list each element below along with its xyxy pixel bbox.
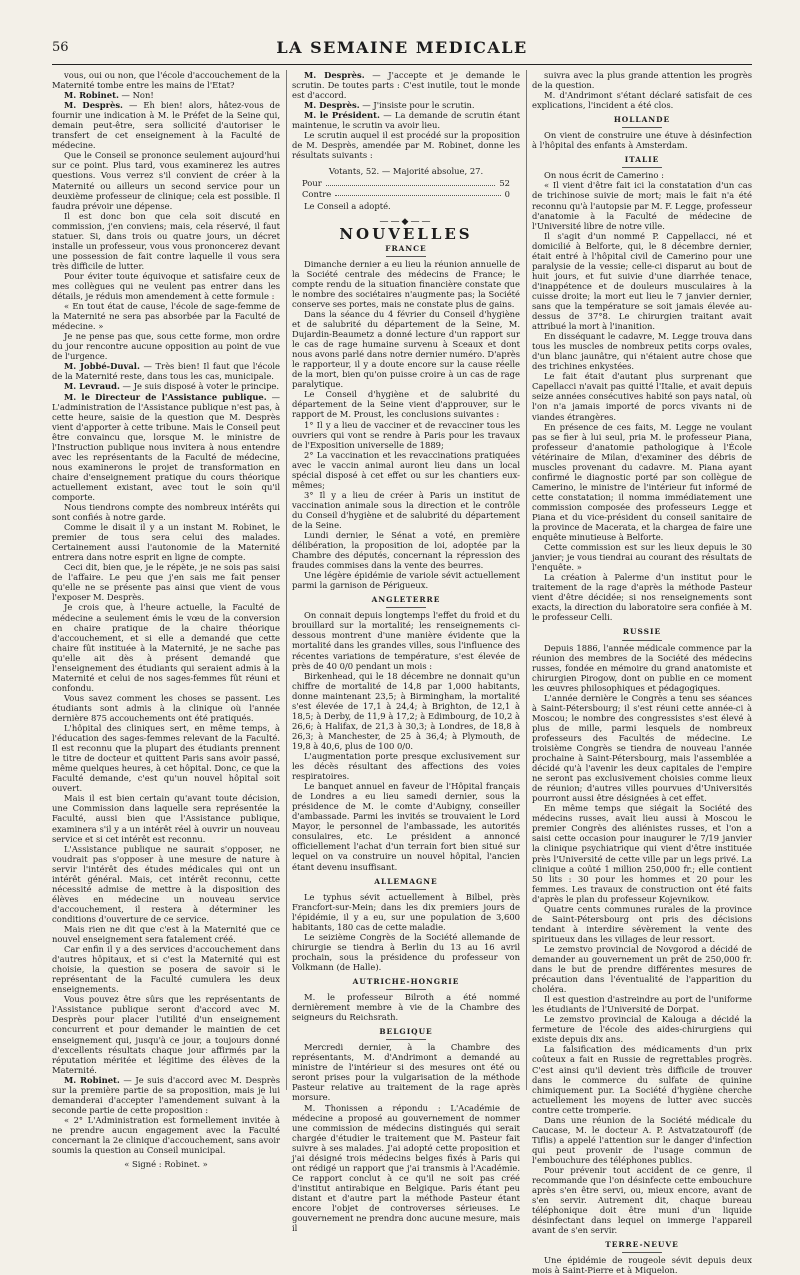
paragraph: M. le Président. — La demande de scrutin étant maintenue, le scrutin va avoir lieu. — [292, 110, 520, 131]
news-list — [292, 244, 520, 1233]
paragraph: Le seizième Congrès de la Société allemande de chirurgie se tiendra à Berlin du 13 au 16 avril prochain, sous la présidence du professeur von Volkmann (de Halle). — [292, 931, 520, 972]
paragraph: Il est donc bon que cela soit discuté en commission, j'en conviens; mais, cela réservé, il faut statuer. Si, dans trois ou quatre jours, un décret installe un professeur, vous vous prononcerez devant une possession de fait contre laquelle il vous sera très difficile de lutter. — [52, 210, 280, 271]
paragraph: Le banquet annuel en faveur de l'Hôpital français de Londres a eu lieu samedi dernier, sous la présidence de M. le comte d'Aubigny, conseiller d'ambassade. Parmi les invités se trouvaient le Lord Mayor, le personnel de l'ambassade, les autorités consulaires, etc. Le président a annoncé officiellement l'achat d'un terrain fort bien situé sur lequel on va construire un nouvel hôpital, l'ancien étant devenu insuffisant. — [292, 781, 520, 872]
paragraph: L'hôpital des cliniques sert, en même temps, à l'éducation des sages-femmes relevant de la Faculté. Il est reconnu que la plupart des étudiants prennent le titre de docteur et quittent Paris sans avoir passé, même quelques heures, à cet hôpital. Donc, ce que la Faculté demande, c'est qu'un nouvel hôpital soit ouvert. — [52, 723, 280, 794]
paragraph: Mais il est bien certain qu'avant toute décision, une Commission dans laquelle sera représentée la Faculté, aussi bien que l'Assistance publique, examinera s'il y a un intérêt réel à ouvrir un nouveau service et si cet intérêt est reconnu. — [52, 793, 280, 844]
paragraph: 3° Il y a lieu de créer à Paris un institut de vaccination animale sous la direction et le contrôle du Conseil d'hygiène et de salubrité du département de la Seine. — [292, 489, 520, 530]
paragraph: Le zemstvo provincial de Novgorod a décidé de demander au gouvernement un prêt de 250,000 fr. dans le but de prendre différentes mesures de précaution dans l'éventualité de l'apparition du choléra. — [532, 943, 752, 995]
paragraph: Vous pouvez être sûrs que les représentants de l'Assistance publique seront d'accord avec M. Desprès pour placer l'utilité d'un enseignement concurrent et pour demander le maintien de cet enseignement qui, jusqu'à ce jour, a toujours donné d'excellents résultats chaque jour affirmés par la réputation méritée et légitime des élèves de la Maternité. — [52, 994, 280, 1075]
paragraph: M. Jobbé-Duval. — Très bien! Il faut que l'école de la Maternité reste, dans tous les cas, municipale. — [52, 361, 280, 382]
paragraph: En disséquant le cadavre, M. Legge trouva dans tous les muscles de nombreux petits corps ovales, d'un blanc jaunâtre, qui n'étaient autre chose que des trichines enkystées. — [532, 331, 752, 372]
paragraph: « Il vient d'être fait ici la constatation d'un cas de trichinose suivie de mort; mais le fait n'a été reconnu qu'à l'autopsie par M. F. Legge, professeur d'anatomie à la Faculté de médecine de l'Université libre de notre ville. — [532, 180, 752, 231]
paragraph: Le zemstvo provincial de Kalouga a décidé la fermeture de l'école des aides-chirurgiens qui existe depuis dix ans. — [532, 1014, 752, 1045]
paragraph: 1° Il y a lieu de vacciner et de revacciner tous les ouvriers qui vont se rendre à Paris pour les travaux de l'Exposition universelle de 1889; — [292, 419, 520, 450]
vote-adopted: Le Conseil a adopté. — [304, 200, 391, 211]
paragraph: Mercredi dernier, à la Chambre des représentants, M. d'Andrimont a demandé au ministre de l'intérieur si des mesures ont été ou seront prises pour la vulgarisation de la méthode Pasteur relative au traitement de la rage après morsure. — [292, 1042, 520, 1103]
column-3 — [532, 70, 752, 1275]
paragraph: 2° La vaccination et les revaccinations pratiquées avec le vaccin animal auront lieu dans un local spécial disposé à cet effet ou sur les chantiers eux-mêmes; — [292, 449, 520, 490]
country-heading: BELGIQUE — [292, 1027, 520, 1040]
speaker-name: M. Robinet. — [64, 1074, 120, 1085]
paragraph: Depuis 1886, l'année médicale commence par la réunion des membres de la Société des médecins russes, fondée en mémoire du grand anatomiste et chirurgien Pirogow, dont on publie en ce moment les œuvres philosophiques et pédagogiques. — [532, 642, 752, 693]
paragraph: Mais rien ne dit que c'est à la Maternité que ce nouvel enseignement sera fatalement créé. — [52, 923, 280, 945]
paragraph: M. Desprès. — J'insiste pour le scrutin. — [304, 100, 475, 111]
paragraph: Pour éviter toute équivoque et satisfaire ceux de mes collègues qui ne veulent pas entrer dans les détails, je réduis mon amendement à cette formule : — [52, 270, 280, 302]
paragraph: « 2° L'Administration est formellement invitée à ne prendre aucun engagement avec la Faculté concernant la 2e clinique d'accouchement, sans avoir soumis la question au Conseil municipal. — [52, 1114, 280, 1156]
country-heading: AUTRICHE-HONGRIE — [292, 977, 520, 990]
country-heading: ALLEMAGNE — [292, 877, 520, 890]
paragraph: L'année dernière le Congrès a tenu ses séances à Saint-Pétersbourg; il s'est réuni cette année-ci à Moscou; le nombre des congressistes s'est élevé à plus de mille, parmi lesquels de nombreux professeurs des Facultés de médecine. Le troisième Congrès se tiendra de nouveau l'année prochaine à Saint-Pétersbourg, mais l'assemblée a décidé qu'à l'avenir les deux capitales de l'empire ne seront pas exclusivement choisies comme lieux de réunion; d'autres villes pourvues d'Universités pourront aussi être désignées à cet effet. — [532, 692, 752, 804]
speaker-name: M. le Président. — [304, 110, 380, 121]
page-header — [52, 38, 752, 62]
paragraph: Pour prévenir tout accident de ce genre, il recommande que l'on désinfecte cette embouchure après s'en être servi, ou, mieux encore, avant de s'en servir. Autrement dit, chaque bureau téléphonique doit être muni d'un liquide désinfectant dans lequel on immerge l'appareil avant de s'en servir. — [532, 1164, 752, 1236]
paragraph: La création à Palerme d'un institut pour le traitement de la rage d'après la méthode Pasteur vient d'être décidée; si nos renseignements sont exacts, la direction du laboratoire sera confiée à M. le professeur Celli. — [532, 572, 752, 623]
paragraph: En présence de ces faits, M. Legge ne voulant pas se fier à lui seul, pria M. le professeur Piana, professeur d'anatomie pathologique à l'École vétérinaire de Milan, d'examiner des débris de muscles provenant du cadavre. M. Piana ayant confirmé le diagnostic porté par son collègue de Camerino, le ministre de l'intérieur fut informé de cette constatation; il nomma immédiatement une commission composée des professeurs Legge et Piana et du vice-président du conseil sanitaire de la province de Macerata, et la chargea de faire une enquête minutieuse à Belforte. — [532, 421, 752, 543]
country-heading: ITALIE — [532, 155, 752, 168]
paragraph: Comme le disait il y a un instant M. Robinet, le premier de tous sera celui des malades. Certainement aussi l'autonomie de la Maternité entrera dans notre esprit en ligne de compte. — [52, 522, 280, 563]
journal-title: LA SEMAINE MEDICALE — [276, 38, 528, 57]
vote-summary: Votants, 52. — Majorité absolue, 27. — [328, 166, 484, 177]
paragraph: Une légère épidémie de variole sévit actuellement parmi la garnison de Périgueux. — [292, 570, 520, 591]
column-divider — [286, 70, 287, 1090]
column-2 — [292, 70, 520, 1234]
ornament-divider: ——◆—— — [379, 216, 433, 227]
paragraph: M. Robinet. — Non! — [64, 90, 154, 101]
page-number: 56 — [52, 40, 69, 55]
paragraph: Lundi dernier, le Sénat a voté, en première délibération, la proposition de loi, adoptée par la Chambre des députés, concernant la répression des fraudes commises dans la vente des beurres. — [292, 530, 520, 571]
paragraph: Cette commission est sur les lieux depuis le 30 janvier; je vous tiendrai au courant des résultats de l'enquête. » — [532, 542, 752, 573]
paragraph: Dans une réunion de la Société médicale du Caucase, M. le docteur A. P. Astvatzatouroff (de Tiflis) a appelé l'attention sur le danger d'infection qui peut provenir de l'usage commun de l'embouchure des téléphones publics. — [532, 1114, 752, 1165]
paragraph: La falsification des médicaments d'un prix coûteux a fait en Russie de regrettables progrès. C'est ainsi qu'il devient très difficile de trouver dans le commerce du sulfate de quinine chimiquement pur. La Société d'hygiène cherche actuellement les moyens de lutter avec succès contre cette tromperie. — [532, 1044, 752, 1115]
country-heading: RUSSIE — [532, 627, 752, 640]
paragraph: Le scrutin auquel il est procédé sur la proposition de M. Desprès, amendée par M. Robinet, donne les résultats suivants : — [292, 130, 520, 161]
country-heading: HOLLANDE — [532, 115, 752, 128]
paragraph: L'Assistance publique ne saurait s'opposer, ne voudrait pas s'opposer à une mesure de nature à servir l'intérêt des études médicales qui ont un intérêt général. Mais, cet intérêt reconnu, cette nécessité admise de mettre à la disposition des élèves en médecine un nouveau service d'accouchement, il restera à déterminer les conditions d'ouverture de ce service. — [52, 843, 280, 924]
vote-pour-label: Pour — [302, 178, 322, 189]
paragraph: Vous savez comment les choses se passent. Les étudiants sont admis à la clinique où l'année dernière 875 accouchements ont été pratiqués. — [52, 692, 280, 723]
paragraph: suivra avec la plus grande attention les progrès de la question. — [532, 70, 752, 91]
paragraph: Dimanche dernier a eu lieu la réunion annuelle de la Société centrale des médecins de France; le compte rendu de la situation financière constate que le nombre des sociétaires n'augmente pas; la Société conserve ses portes, mais ne constate plus de gains. — [292, 258, 520, 309]
speaker-name: M. Desprès. — [304, 70, 365, 80]
vote-contre-row — [292, 189, 520, 199]
speaker-name: M. Desprès. — [64, 100, 123, 111]
paragraph: On vient de construire une étuve à désinfection à l'hôpital des enfants à Amsterdam. — [532, 130, 752, 151]
paragraph: Quatre cents communes rurales de la province de Saint-Pétersbourg ont pris des décisions tendant à interdire sévèrement la vente des spiritueux dans les villages de leur ressort. — [532, 903, 752, 944]
vote-pour-row — [292, 178, 520, 188]
country-heading: ANGLETERRE — [292, 595, 520, 608]
paragraph: Birkenhead, qui le 18 décembre ne donnait qu'un chiffre de mortalité de 14,8 par 1,000 habitants, donne maintenant 23,5; à Birmingham, la mortalité s'est élevée de 17,1 à 24,4; à Brighton, de 12,1 à 18,5; à Derby, de 11,9 à 17,2; à Edimbourg, de 10,2 à 26,6; à Halifax, de 21,3 à 30,3; à Londres, de 18,8 à 26,3; à Manchester, de 25 à 36,4; à Plymouth, de 19,8 à 40,6, plus de 100 0/0. — [292, 670, 520, 751]
paragraph: Dans la séance du 4 février du Conseil d'hygiène et de salubrité du département de la Seine, M. Dujardin-Beaumetz a donné lecture d'un rapport sur le cas de rage humaine survenu à Sceaux et dont nous avons parlé dans notre dernier numéro. D'après le rapporteur, il y a doute encore sur la cause réelle de la mort, bien qu'on puisse croire à un cas de rage paralytique. — [292, 308, 520, 390]
paragraph: Le fait était d'autant plus surprenant que Capellacci n'avait pas quitté l'Italie, et avait depuis seize années consécutives habité son pays natal, où l'on n'a jamais importé de porcs vivants ni de viandes étrangères. — [532, 371, 752, 422]
vote-contre-label: Contre — [302, 188, 332, 199]
paragraph: M. le professeur Bilroth a été nommé dernièrement membre à vie de la Chambre des seigneurs du Reichsrath. — [292, 992, 520, 1023]
paragraph: On nous écrit de Camerino : — [544, 170, 664, 181]
column-1 — [52, 70, 280, 1170]
paragraph: Car enfin il y a des services d'accouchement dans d'autres hôpitaux, et si c'est la Maternité qui est choisie, la question se posera de savoir si le représentant de la Faculté cumulera les deux enseignements. — [52, 944, 280, 995]
paragraph: M. Desprès. — J'accepte et je demande le scrutin. De toutes parts : C'est inutile, tout le monde est d'accord. — [292, 70, 520, 101]
speaker-name: M. Desprès. — [304, 100, 360, 111]
paragraph: Que le Conseil se prononce seulement aujourd'hui sur ce point. Plus tard, vous examinerez les autres questions. Vous verrez s'il convient de créer à la Maternité ou ailleurs un second service pour un deuxième professeur de clinique; cela est possible. Il faudra prévoir une dépense. — [52, 150, 280, 211]
paragraph: Ceci dit, bien que, je le répète, je ne sois pas saisi de l'affaire. Le peu que j'en sais me fait penser qu'elle ne se présente pas ainsi que vient de vous l'exposer M. Desprès. — [52, 562, 280, 603]
vote-pour-value: 52 — [499, 178, 510, 189]
paragraph: vous, oui ou non, que l'école d'accouchement de la Maternité tombe entre les mains de l'Etat? — [52, 70, 280, 91]
speaker-name: M. le Directeur de l'Assistance publique. — [64, 391, 267, 402]
vote-contre-value: 0 — [504, 188, 510, 199]
paragraph: « En tout état de cause, l'école de sage-femme de la Maternité ne sera pas absorbée par la Faculté de médecine. » — [52, 301, 280, 332]
paragraph: M. Thonissen a répondu : L'Académie de médecine a proposé au gouvernement de nommer une commission de médecins distingués qui serait chargée d'étudier le traitement que M. Pasteur fait suivre à ses malades. J'ai adopté cette proposition et j'ai désigné trois médecins belges fixés à Paris qui ont rédigé un rapport que j'ai transmis à l'Académie. Ce rapport conclut à ce qu'il ne soit pas créé d'institut antirabique en Belgique. Paris étant peu distant et d'autre part la méthode Pasteur étant encore l'objet de controverses sérieuses. Le gouvernement ne prendra donc aucune mesure, mais il — [292, 1102, 520, 1234]
paragraph: Il s'agit d'un nommé P. Cappellacci, né et domicilié à Belforte, qui, le 8 décembre dernier, était entré à l'hôpital civil de Camerino pour une paralysie de la vessie; celle-ci disparut au bout de huit jours, et fut suivie d'une diarrhée tenace, d'inappétence et de douleurs musculaires à la cuisse droite; la mort eut lieu le 7 janvier dernier, sans que la température se soit jamais élevée au-dessus de 37°8. Le chirurgien traitant avait attribué la mort à l'inanition. — [532, 230, 752, 332]
paragraph: Je crois que, à l'heure actuelle, la Faculté de médecine a seulement émis le vœu de la conversion en chaire pratique de la chaire théorique d'accouchement, et si elle a demandé que cette chaire fût instituée à la Maternité, je ne sache pas qu'elle ait dès à présent demandé que l'enseignement des étudiants qui seraient admis à la Maternité et celui de nos sages-femmes fût réuni et confondu. — [52, 602, 280, 693]
paragraph: Le typhus sévit actuellement à Bilbel, près Francfort-sur-Mein; dans les dix premiers jours de l'épidémie, il y a eu, sur une population de 3,600 habitants, 180 cas de cette maladie. — [292, 891, 520, 932]
paragraph: On connait depuis longtemps l'effet du froid et du brouillard sur la mortalité; les renseignements ci-dessous montrent d'une manière évidente que la mortalité dans les grandes villes, sous l'influence des récentes variations de température, s'est élevée de près de 40 0/0 pendant un mois : — [292, 610, 520, 671]
paragraph: M. le Directeur de l'Assistance publique. — L'administration de l'Assistance publique n'est pas, à cette heure, saisie de la question que M. Desprès vient d'apporter à cette tribune. Mais le Conseil peut être convaincu que, lorsque M. le ministre de l'Instruction publique nous invitera à nous entendre avec les représentants de la Faculté de médecine, nous examinerons le projet de transformation en chaire d'enseignement pratique du cours théorique actuellement existant, avec tout le soin qu'il comporte. — [52, 391, 280, 502]
signature-line: « Signé : Robinet. » — [124, 1159, 208, 1170]
vote-results — [292, 166, 520, 176]
header-rule — [52, 64, 752, 65]
paragraph: M. Desprès. — Eh bien! alors, hâtez-vous de fournir une indication à M. le Préfet de la Seine qui, demain peut-être, sera sollicité d'autoriser le transfert de cet enseignement à la Faculté de médecine. — [52, 100, 280, 151]
paragraph: Il est question d'astreindre au port de l'uniforme les étudiants de l'Université de Dorpat. — [532, 994, 752, 1015]
speaker-name: M. Levraud. — [64, 381, 120, 392]
paragraph: En même temps que siégait la Société des médecins russes, avait lieu aussi à Moscou le premier Congrès des aliénistes russes, et l'on a saisi cette occasion pour inaugurer le 7/19 janvier la clinique psychiatrique qui vient d'être instituée près l'Université de cette ville par un legs privé. La clinique a coûté 1 million 250,000 fr.; elle contient 50 lits : 30 pour les hommes et 20 pour les femmes. Les travaux de construction ont été faits d'après le plan du professeur Kojevnikow. — [532, 803, 752, 904]
paragraph: M. Levraud. — Je suis disposé à voter le principe. — [64, 381, 280, 392]
paragraph: L'augmentation porte presque exclusivement sur les décès résultant des affections des voies respiratoires. — [292, 751, 520, 782]
speaker-name: M. Robinet. — [64, 90, 119, 101]
paragraph: Nous tiendrons compte des nombreux intérêts qui sont confiés à notre garde. — [52, 502, 280, 523]
paragraph: Le Conseil d'hygiène et de salubrité du département de la Seine vient d'approuver, sur le rapport de M. Proust, les conclusions suivantes : — [292, 389, 520, 420]
council-debate-end — [292, 70, 520, 160]
column-divider — [526, 70, 527, 1090]
paragraph: M. Robinet. — Je suis d'accord avec M. Desprès sur la première partie de sa proposition, mais je lui demanderai d'accepter l'amendement suivant à la seconde partie de cette proposition : — [52, 1074, 280, 1115]
speaker-name: M. Jobbé-Duval. — [64, 361, 140, 372]
country-heading: FRANCE — [292, 244, 520, 257]
paragraph: Une épidémie de rougeole sévit depuis deux mois à Saint-Pierre et à Miquelon. — [532, 1255, 752, 1275]
section-title: NOUVELLES — [339, 224, 473, 243]
paragraph: M. d'Andrimont s'étant déclaré satisfait de ces explications, l'incident a été clos. — [532, 90, 752, 111]
country-heading: TERRE-NEUVE — [532, 1240, 752, 1253]
paragraph: Je ne pense pas que, sous cette forme, mon ordre du jour rencontre aucune opposition au point de vue de l'urgence. — [52, 331, 280, 362]
